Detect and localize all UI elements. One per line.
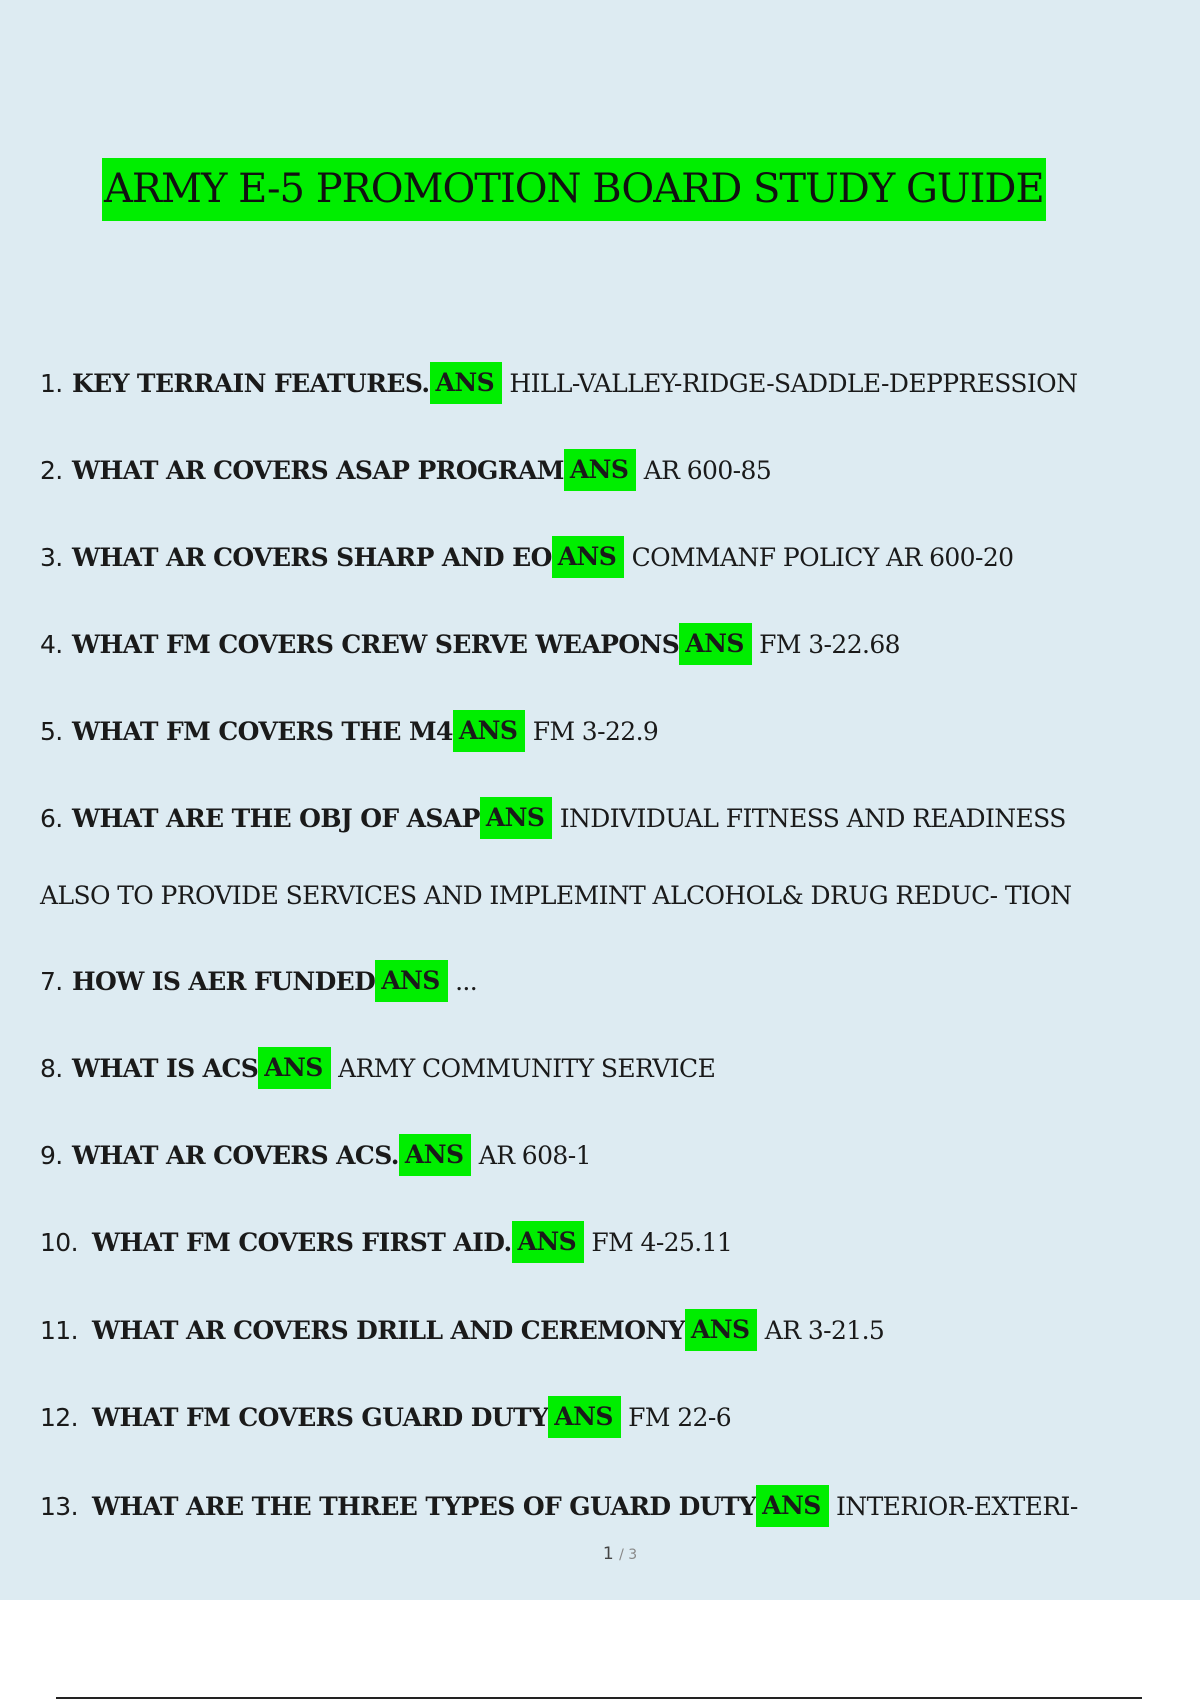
answer-text: COMMANF POLICY AR 600-20 — [631, 543, 1014, 572]
qa-item-1 — [40, 362, 1077, 406]
item-number: 7. — [40, 967, 63, 996]
qa-item-10 — [40, 1221, 732, 1265]
ans-label: ANS — [258, 1047, 331, 1089]
item-number: 12. — [40, 1403, 78, 1432]
item-number: 4. — [40, 630, 63, 659]
document-title: ARMY E-5 PROMOTION BOARD STUDY GUIDE — [102, 158, 1046, 221]
answer-text: FM 22-6 — [628, 1403, 731, 1432]
qa-item-12 — [40, 1396, 731, 1440]
ans-label: ANS — [564, 449, 637, 491]
item-number: 10. — [40, 1228, 78, 1257]
question-text: WHAT FM COVERS FIRST AID. — [92, 1228, 512, 1257]
ans-label: ANS — [548, 1396, 621, 1438]
item-number: 9. — [40, 1141, 63, 1170]
current-page: 1 — [602, 1544, 614, 1564]
ans-label: ANS — [430, 362, 503, 404]
answer-text: AR 3-21.5 — [764, 1316, 885, 1345]
item-number: 3. — [40, 543, 63, 572]
answer-text: AR 600-85 — [643, 456, 772, 485]
qa-item-9 — [40, 1134, 591, 1178]
question-text: WHAT IS ACS — [72, 1054, 259, 1083]
ans-label: ANS — [679, 623, 752, 665]
answer-text: FM 3-22.68 — [759, 630, 900, 659]
item-number: 5. — [40, 717, 63, 746]
item-number: 11. — [40, 1316, 78, 1345]
qa-item-6 — [40, 797, 1066, 841]
page-indicator — [0, 1544, 1200, 1564]
item-number: 2. — [40, 456, 63, 485]
answer-text: FM 4-25.11 — [591, 1228, 733, 1257]
item-number: 6. — [40, 804, 63, 833]
qa-item-8 — [40, 1047, 715, 1091]
question-text: WHAT AR COVERS DRILL AND CEREMONY — [92, 1316, 685, 1345]
qa-item-3 — [40, 536, 1013, 580]
ans-label: ANS — [480, 797, 553, 839]
page-divider — [56, 1697, 1142, 1699]
ans-label: ANS — [399, 1134, 472, 1176]
question-text: WHAT FM COVERS CREW SERVE WEAPONS — [72, 630, 680, 659]
answer-text: ... — [455, 967, 478, 996]
item-number: 8. — [40, 1054, 63, 1083]
question-text: WHAT FM COVERS THE M4 — [72, 717, 453, 746]
answer-text: ARMY COMMUNITY SERVICE — [338, 1054, 716, 1083]
item-number: 13. — [40, 1492, 78, 1521]
item-number: 1. — [40, 369, 63, 398]
question-text: HOW IS AER FUNDED — [72, 967, 376, 996]
ans-label: ANS — [375, 960, 448, 1002]
qa-item-7 — [40, 960, 477, 1004]
answer-text: HILL-VALLEY-RIDGE-SADDLE-DEPPRESSION — [509, 369, 1078, 398]
answer-continuation: ALSO TO PROVIDE SERVICES AND IMPLEMINT ALCOHOL& DRUG REDUC- TION — [40, 881, 1072, 910]
question-text: WHAT AR COVERS ASAP PROGRAM — [72, 456, 564, 485]
qa-item-5 — [40, 710, 658, 754]
ans-label: ANS — [453, 710, 526, 752]
ans-label: ANS — [756, 1485, 829, 1527]
question-text: WHAT AR COVERS SHARP AND EO — [72, 543, 552, 572]
total-pages: / 3 — [619, 1547, 638, 1563]
answer-text: INTERIOR-EXTERI- — [836, 1492, 1078, 1521]
question-text: WHAT ARE THE OBJ OF ASAP — [72, 804, 480, 833]
question-text: KEY TERRAIN FEATURES. — [72, 369, 430, 398]
ans-label: ANS — [685, 1309, 758, 1351]
question-text: WHAT ARE THE THREE TYPES OF GUARD DUTY — [92, 1492, 757, 1521]
ans-label: ANS — [512, 1221, 585, 1263]
question-text: WHAT AR COVERS ACS. — [72, 1141, 399, 1170]
ans-label: ANS — [552, 536, 625, 578]
qa-item-11 — [40, 1309, 884, 1353]
answer-text: AR 608-1 — [478, 1141, 591, 1170]
answer-text: INDIVIDUAL FITNESS AND READINESS — [559, 804, 1066, 833]
answer-text: FM 3-22.9 — [532, 717, 659, 746]
question-text: WHAT FM COVERS GUARD DUTY — [92, 1403, 549, 1432]
qa-item-2 — [40, 449, 771, 493]
qa-item-13 — [40, 1485, 1078, 1529]
qa-item-4 — [40, 623, 900, 667]
